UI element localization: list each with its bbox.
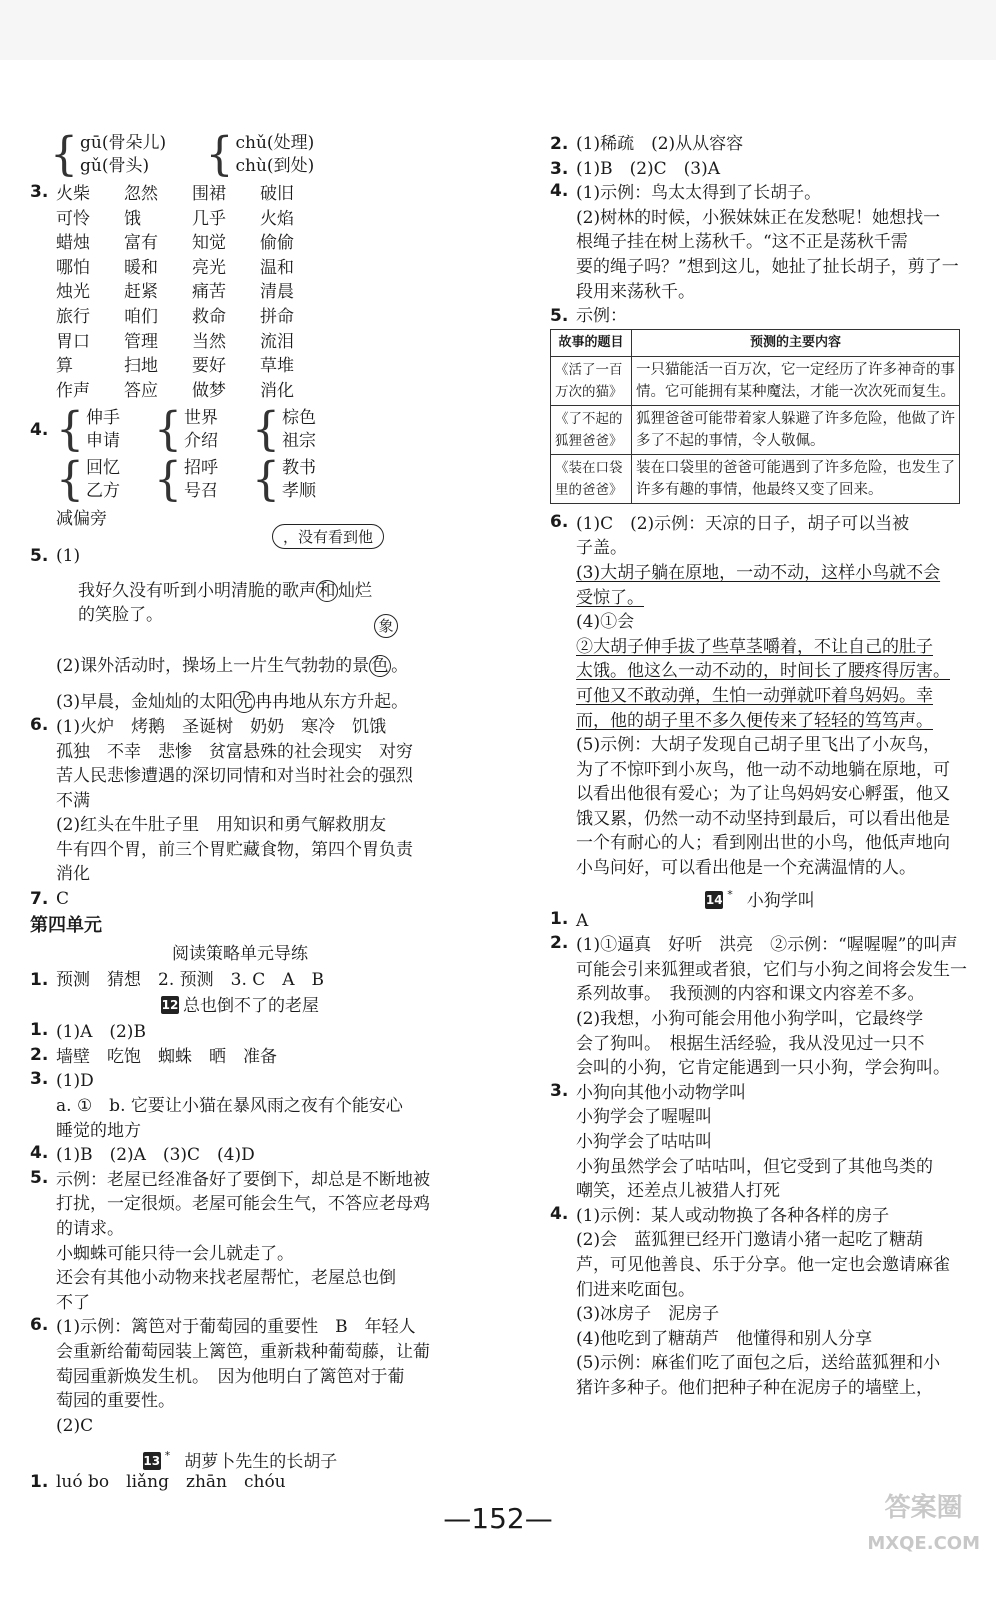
answer-line: 饿又累，仍然一动不动坚持到最后，可以看出他是 [576, 808, 950, 829]
answer-line: 子盖。 [576, 538, 627, 559]
answer-block [56, 1045, 277, 1070]
question-5 [550, 304, 970, 329]
grid-word: 温和 [260, 257, 294, 278]
answer-line: (1)C (2)示例：天凉的日子，胡子可以当被 [576, 513, 910, 534]
answer-line: 会了狗叫。 根据生活经验，我从没见过一只不 [576, 1033, 925, 1054]
answer-line: 还会有其他小动物来找老屋帮忙，老屋总也倒 [56, 1268, 396, 1289]
question-number: 1. [30, 969, 49, 990]
grid-word: 赶紧 [124, 282, 158, 303]
question-number: 6. [30, 714, 49, 735]
grid-word: 要好 [192, 356, 226, 377]
grid-word: 偷偷 [260, 233, 294, 254]
answer-line: (1)示例：篱笆对于葡萄园的重要性 B 年轻人 [56, 1317, 416, 1338]
story-title-cell: 《装在口袋里的爸爸》 [551, 454, 632, 503]
answer-line: 萄园重新焕发生机。 因为他明白了篱笆对于葡 [56, 1366, 405, 1387]
pair-word: 号召 [184, 481, 218, 502]
watermark-url: MXQE.COM [867, 1533, 980, 1554]
answer-line: 系列故事。 我预测的内容和课文内容差不多。 [576, 984, 925, 1005]
answer-line: (1)示例：某人或动物换了各种各样的房子 [576, 1205, 890, 1226]
correction-bubble: ，没有看到他 [272, 524, 384, 549]
grid-word: 几乎 [192, 208, 226, 229]
answer-line: 小狗虽然学会了咕咕叫，但它受到了其他鸟类的 [576, 1156, 933, 1177]
grid-word: 破旧 [260, 184, 294, 204]
answer-line: 受惊了。 [576, 587, 644, 608]
scan-top-band [0, 0, 996, 60]
lesson-number-badge: 12 [161, 998, 179, 1013]
grid-word: 扫地 [124, 356, 158, 377]
grid-word: 富有 [124, 233, 158, 254]
answer-text: (1)B (2)C (3)A [576, 158, 721, 179]
brace-icon: { [154, 403, 182, 457]
pair-word: 孝顺 [282, 481, 316, 502]
answer-line: 牛有四个胃，前三个胃贮藏食物，第四个胃负责 [56, 839, 413, 860]
question-number: 3. [550, 1080, 569, 1101]
question-number: 3. [30, 182, 49, 202]
question [550, 1204, 970, 1401]
grid-word: 忽然 [124, 184, 158, 204]
grid-word: 算 [56, 356, 73, 377]
answer-block [576, 181, 959, 304]
word-grid [56, 182, 328, 403]
answer-line [56, 579, 450, 604]
answer-line [30, 968, 450, 993]
question-number: 6. [550, 511, 569, 532]
answer-line: (1)D [56, 1071, 94, 1092]
table-body [551, 356, 960, 503]
grid-word: 烛光 [56, 282, 90, 303]
answer-line: 会叫的小狗，它肯定能遇到一只小狗，学会狗叫。 [576, 1058, 950, 1079]
pair-word: 伸手 [86, 408, 120, 429]
section-title: 阅读策略单元导练 [172, 943, 308, 964]
answer-text: luó bo liǎng zhān chóu [56, 1472, 286, 1493]
pair-word: 介绍 [184, 431, 218, 452]
answer-line: 要的绳子吗？”想到这儿，她扯了扯长胡子，剪了一 [576, 256, 959, 277]
answer-text: (2)课外活动时，操场上一片生气勃勃的景 [56, 655, 370, 676]
answer-line: 不满 [56, 790, 90, 811]
pair-word: 申请 [86, 431, 120, 452]
lesson-title-text: 胡萝卜先生的长胡子 [184, 1452, 338, 1473]
grid-word: 亮光 [192, 257, 226, 278]
answer-line: (5)示例：大胡子发现自己胡子里飞出了小灰鸟， [576, 735, 941, 756]
table-row [551, 405, 960, 454]
grid-word: 胃口 [56, 331, 90, 352]
grid-word: 管理 [124, 331, 158, 352]
answer-line: 以看出他很有爱心；为了让鸟妈妈安心孵蛋，他又 [576, 784, 950, 805]
answer-block [56, 715, 413, 887]
table-row [551, 356, 960, 405]
answer-line: (3)冰房子 泥房子 [576, 1304, 720, 1325]
question [30, 1143, 450, 1168]
pair-word: 乙方 [86, 481, 120, 502]
grid-word: 咱们 [124, 306, 158, 327]
answer-line: 减偏旁 [56, 509, 107, 530]
pinyin-pair-gu [50, 127, 167, 182]
word-pair [56, 453, 120, 507]
pinyin-item: chù(到处) [235, 156, 315, 176]
question-4 [30, 403, 450, 507]
brace-icon: { [50, 127, 78, 182]
question-number: 5. [30, 1167, 49, 1188]
answer-line: (1)A (2)B [56, 1022, 146, 1043]
question [30, 1045, 450, 1070]
lesson-12-answers [30, 1020, 450, 1438]
brace-icon: { [252, 453, 280, 507]
table-row [551, 454, 960, 503]
prediction-cell: 一只猫能活一百万次，它一定经历了许多神奇的事情。它可能拥有某种魔法，才能一次次死而复生。 [632, 356, 960, 405]
answer-block [576, 1081, 933, 1204]
pinyin-item: gǔ(骨头) [80, 156, 150, 176]
answer-line: 为了不惊吓到小灰鸟，他一动不动地躺在原地，可 [576, 759, 950, 780]
question-number: 7. [30, 889, 49, 910]
answer-line: (1)示例：鸟太太得到了长胡子。 [576, 183, 822, 204]
prediction-cell: 狐狸爸爸可能带着家人躲避了许多危险，他做了许多了不起的事情，令人敬佩。 [632, 405, 960, 454]
answer-line: 可能会引来狐狸或者狼，它们与小狗之间将会发生一 [576, 959, 967, 980]
answer-line: 的请求。 [56, 1219, 124, 1239]
question-number: 5. [550, 306, 569, 327]
question-5 [30, 544, 450, 569]
circled-char: 光 [233, 691, 255, 713]
question [30, 1315, 450, 1438]
answer-text: (1)稀疏 (2)从从容容 [576, 134, 744, 154]
circled-char: 和 [316, 580, 338, 602]
question-number: 5. [30, 545, 49, 566]
answer-line: ②大胡子伸手拔了些草茎嚼着，不让自己的肚子 [576, 636, 933, 657]
grid-word: 暖和 [124, 257, 158, 278]
prediction-cell: 装在口袋里的爸爸可能遇到了许多危险，也发生了许多有趣的事情，他最终又变了回来。 [632, 454, 960, 503]
grid-word: 流泪 [260, 331, 294, 352]
question-number: 4. [550, 1203, 569, 1224]
question [550, 1081, 970, 1204]
answer-text: 预测 猜想 2. 预测 3. C A B [56, 969, 325, 990]
answer-block [56, 1143, 255, 1168]
answer-text: 我好久没有听到小明清脆的歌声 [78, 580, 316, 601]
answer-line: 们进来吃面包。 [576, 1279, 695, 1300]
circled-char: 色 [369, 655, 391, 677]
brace-icon: { [56, 403, 84, 457]
watermark [867, 1490, 980, 1562]
answer-line [30, 1470, 450, 1495]
answer-line: 猪许多种子。他们把种子种在泥房子的墙壁上， [576, 1377, 933, 1398]
question-number: 3. [30, 1069, 49, 1090]
question [30, 1069, 450, 1143]
answer-line: (2)会 蓝狐狸已经开门邀请小猪一起吃了糖葫 [576, 1230, 924, 1251]
answer-text: (1) [56, 545, 81, 566]
grid-word: 消化 [260, 380, 294, 401]
question-number: 6. [30, 1315, 49, 1336]
answer-line: (2)我想，小狗可能会用他小狗学叫，它最终学 [576, 1009, 924, 1030]
question-number: 1. [30, 1020, 49, 1041]
word-pair [56, 403, 120, 457]
story-title-cell: 《活了一百万次的猫》 [551, 356, 632, 405]
grid-word: 当然 [192, 331, 226, 352]
grid-word: 清晨 [260, 282, 294, 303]
answer-line: 一个有耐心的人；看到刚出世的小鸟，他低声地向 [576, 833, 950, 854]
question-number: 1. [30, 1472, 49, 1493]
word-pair-row [56, 403, 350, 457]
answer-line: 根绳子挂在树上荡秋千。“这不正是荡秋千需 [576, 232, 908, 253]
lesson-number-badge: 14 [705, 892, 723, 907]
answer-line: (2)红头在牛肚子里 用知识和勇气解救朋友 [56, 815, 387, 836]
table-header-row [551, 329, 960, 356]
unit-heading: 第四单元 [30, 914, 102, 936]
brace-icon: { [154, 453, 182, 507]
answer-line: (3)大胡子躺在原地，一动不动，这样小鸟就不会 [576, 562, 941, 583]
answer-block [56, 1020, 146, 1045]
word-pair-row [56, 453, 350, 507]
answer-text: (3)早晨，金灿灿的太阳 [56, 692, 234, 713]
story-title-cell: 《了不起的狐狸爸爸》 [551, 405, 632, 454]
grid-word: 拼命 [260, 306, 294, 327]
answer-block [56, 1069, 403, 1143]
lesson-title-text: 总也倒不了的老屋 [183, 996, 319, 1017]
answer-line: 萄园的重要性。 [56, 1391, 175, 1412]
answer-line: 小狗学会了喔喔叫 [576, 1107, 712, 1128]
answer-block [576, 933, 967, 1081]
answer-line: 的笑脸了。 [78, 605, 163, 626]
answer-line: 段用来荡秋千。 [576, 281, 695, 302]
answer-line: 小狗学会了咕咕叫 [576, 1132, 712, 1152]
answer-line: a. ① b. 它要让小猫在暴风雨之夜有个能安心 [56, 1096, 403, 1117]
answer-line: 芦，可见他善良、乐于分享。他一定也会邀请麻雀 [576, 1254, 950, 1275]
answer-line: 可他又不敢动弹，生怕一动弹就吓着鸟妈妈。幸 [576, 685, 933, 706]
question-4 [550, 181, 970, 304]
question [30, 1168, 450, 1316]
question-number: 4. [30, 420, 49, 441]
answer-line: 消化 [56, 864, 90, 885]
answer-line: 苦人民悲惨遭遇的深切同情和对当时社会的强烈 [56, 766, 413, 787]
answer-line: 而，他的胡子里不多久便传来了轻轻的笃笃声。 [576, 710, 933, 731]
answer-line: (4)①会 [576, 612, 635, 633]
answer-text: 。 [391, 655, 409, 676]
grid-word: 火柴 [56, 184, 90, 204]
grid-word: 知觉 [192, 233, 226, 254]
answer-line: 墙壁 吃饱 蜘蛛 晒 准备 [56, 1046, 277, 1067]
grid-word: 作声 [56, 380, 90, 401]
answer-block [576, 909, 588, 934]
answer-block [576, 512, 950, 881]
answer-text: C [56, 889, 70, 910]
question-number: 2. [550, 933, 569, 954]
grid-word: 火焰 [260, 208, 294, 229]
answer-line: (1)B (2)A (3)C (4)D [56, 1145, 255, 1166]
question-number: 2. [550, 134, 569, 154]
answer-line: A [576, 910, 589, 931]
answer-block [576, 1204, 950, 1401]
answer-line: 小鸟问好，可以看出他是一个充满温情的人。 [576, 858, 916, 879]
lesson-14-answers [550, 909, 970, 1401]
pair-word: 教书 [282, 458, 316, 479]
question-7 [30, 887, 450, 912]
pair-word: 回忆 [86, 458, 120, 479]
right-column [550, 132, 970, 1401]
answer-text: 灿烂 [338, 580, 372, 601]
brace-icon: { [56, 453, 84, 507]
answer-line: 嘲笑，还差点儿被猎人打死 [576, 1181, 780, 1202]
word-pair [154, 453, 218, 507]
prediction-table [550, 329, 960, 504]
answer-line: 不了 [56, 1292, 90, 1313]
answer-line: 示例：老屋已经准备好了要倒下，却总是不断地被 [56, 1169, 430, 1190]
correction-mark: 象 [374, 614, 398, 638]
question-3 [30, 182, 450, 403]
optional-mark: * [727, 887, 733, 901]
question-number: 4. [30, 1143, 49, 1164]
pinyin-item: gū(骨朵儿) [80, 133, 167, 153]
lesson-number-badge: 13 [143, 1454, 161, 1469]
question [30, 1020, 450, 1045]
word-pair [154, 403, 218, 457]
question-number: 1. [550, 908, 569, 929]
grid-word: 草堆 [260, 356, 294, 377]
grid-word: 旅行 [56, 306, 90, 327]
left-column [30, 127, 450, 1495]
answer-block [56, 1315, 430, 1438]
question-2 [550, 132, 970, 157]
grid-word: 痛苦 [192, 282, 226, 303]
answer-line: (1)①逼真 好听 洪亮 ②示例：“喔喔喔”的叫声 [576, 935, 958, 956]
lesson-13-title [30, 1442, 450, 1473]
pair-word: 棕色 [282, 408, 316, 429]
word-pair [252, 453, 316, 507]
question-number: 4. [550, 181, 569, 202]
table-header: 预测的主要内容 [632, 329, 960, 356]
answer-line: (1)火炉 烤鹅 圣诞树 奶奶 寒冷 饥饿 [56, 716, 387, 737]
pair-word: 招呼 [184, 458, 218, 479]
page-number: —152— [443, 1502, 553, 1535]
grid-word: 救命 [192, 306, 226, 327]
question [550, 909, 970, 934]
answer-line: 睡觉的地方 [56, 1120, 141, 1141]
answer-line: 小蜘蛛可能只待一会儿就走了。 [56, 1243, 294, 1264]
answer-block [56, 1168, 430, 1316]
grid-word: 可怜 [56, 208, 90, 229]
grid-word: 哪怕 [56, 257, 90, 278]
grid-word: 蜡烛 [56, 233, 90, 254]
answer-line: (2)树林的时候，小猴妹妹正在发愁呢！她想找一 [576, 207, 941, 228]
grid-word: 做梦 [192, 380, 226, 401]
pinyin-item: chǔ(处理) [235, 133, 315, 153]
brace-icon: { [252, 403, 280, 457]
question-number: 2. [30, 1044, 49, 1065]
pair-word: 祖宗 [282, 431, 316, 452]
table-header: 故事的题目 [551, 329, 632, 356]
pair-word: 世界 [184, 408, 218, 429]
question [550, 933, 970, 1081]
lesson-14-title [550, 881, 970, 909]
grid-word: 答应 [124, 380, 158, 401]
optional-mark: * [164, 1449, 171, 1463]
grid-word: 饿 [124, 208, 141, 229]
question-3 [550, 157, 970, 182]
answer-line: 孤独 不幸 悲惨 贫富悬殊的社会现实 对穷 [56, 741, 413, 762]
answer-text: 冉冉地从东方升起。 [255, 692, 409, 713]
answer-line: (5)示例：麻雀们吃了面包之后，送给蓝狐狸和小 [576, 1353, 941, 1374]
answer-line: (4)他吃到了糖葫芦 他懂得和别人分享 [576, 1328, 873, 1349]
question-6 [550, 512, 970, 881]
question-6 [30, 715, 450, 887]
word-pair [252, 403, 316, 457]
brace-icon: { [205, 127, 234, 182]
answer-line: 小狗向其他小动物学叫 [576, 1082, 746, 1103]
answer-line [30, 690, 450, 715]
lesson-title-text: 小狗学叫 [746, 890, 815, 911]
answer-line: 会重新给葡萄园装上篱笆，重新栽种葡萄藤，让葡 [56, 1341, 430, 1362]
answer-text: 示例： [576, 306, 627, 327]
answer-line [30, 654, 450, 679]
answer-line: 太饿。他这么一动不动的，时间长了腰疼得厉害。 [576, 661, 950, 682]
pinyin-pairs [50, 127, 450, 182]
answer-line: 打扰，一定很烦。老屋可能会生气，不答应老母鸡 [56, 1194, 430, 1215]
watermark-logo-text: 答案圈 [884, 1493, 963, 1523]
pinyin-pair-chu [205, 127, 315, 182]
answer-line: (2)C [56, 1415, 94, 1436]
lesson-12-title [30, 992, 450, 1020]
question-number: 3. [550, 158, 569, 179]
grid-word: 围裙 [192, 184, 226, 204]
